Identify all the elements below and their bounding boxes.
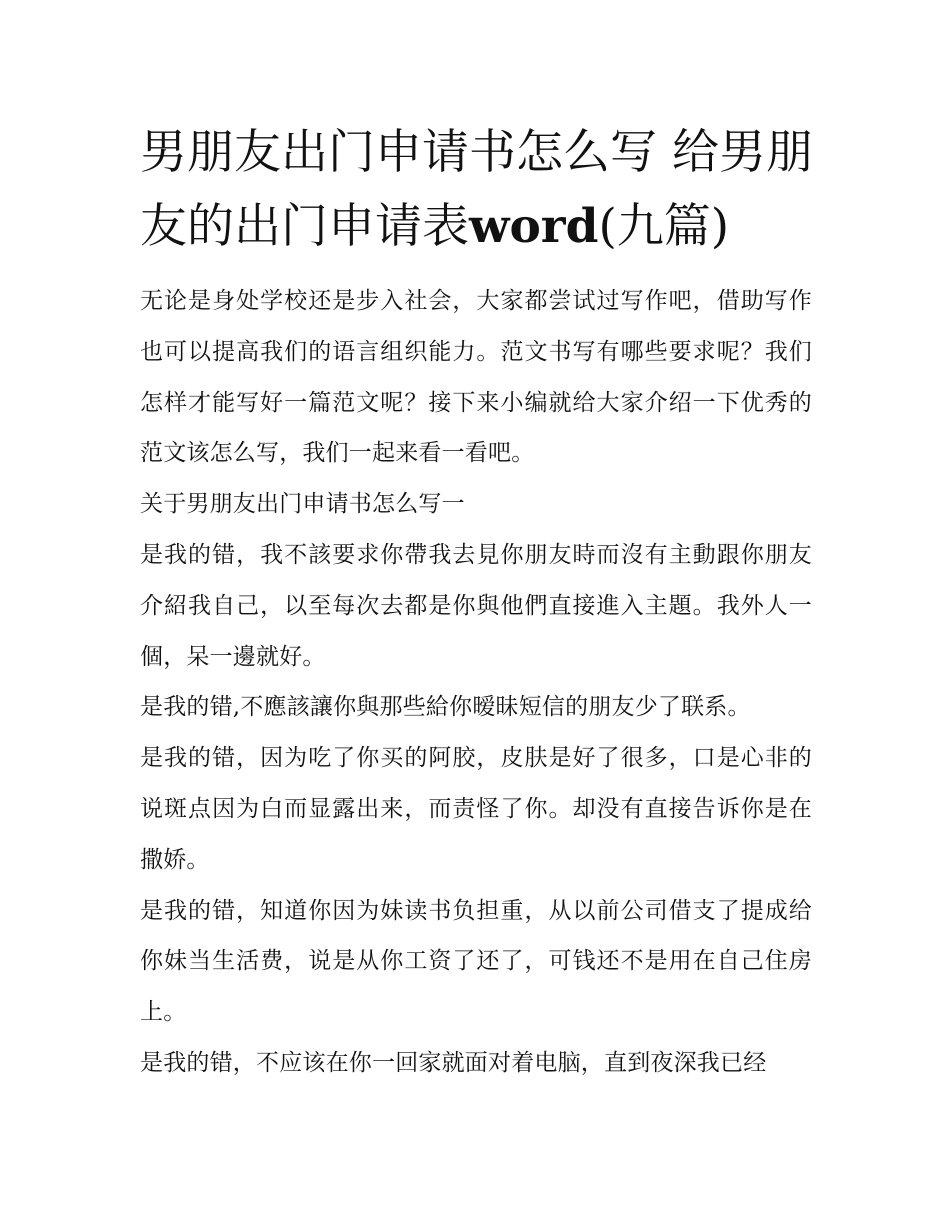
body-paragraph: 是我的错，知道你因为妹读书负担重，从以前公司借支了提成给你妹当生活费，说是从你工资了还了，可钱还不是用在自己住房上。 [140,897,812,1026]
document-title [140,116,820,264]
title-chinese: 男朋友出门申请书怎么写 给男朋友的出门申请表 [140,125,813,254]
title-word: word [469,199,599,254]
document-body [140,276,812,1089]
intro-paragraph: 无论是身处学校还是步入社会，大家都尝试过写作吧，借助写作也可以提高我们的语言组织能力。范文书写有哪些要求呢？我们怎样才能写好一篇范文呢？接下来小编就给大家介绍一下优秀的范文该怎么写，我们一起来看一看吧。 [140,288,812,467]
body-paragraph: 是我的错，不应该在你一回家就面对着电脑，直到夜深我已经 [140,1049,767,1076]
section-heading: 关于男朋友出门申请书怎么写一 [140,491,465,518]
body-paragraph: 是我的错,不應該讓你與那些給你暧昧短信的朋友少了联系。 [140,694,751,721]
title-suffix: (九篇) [598,199,730,254]
body-paragraph: 是我的错，我不該要求你帶我去見你朋友時而沒有主動跟你朋友介紹我自己，以至每次去都是你與他們直接進入主題。我外人一個，呆一邊就好。 [140,541,812,670]
body-paragraph: 是我的错，因为吃了你买的阿胶，皮肤是好了很多，口是心非的说斑点因为白而显露出来，而责怪了你。却没有直接告诉你是在撒娇。 [140,745,812,873]
